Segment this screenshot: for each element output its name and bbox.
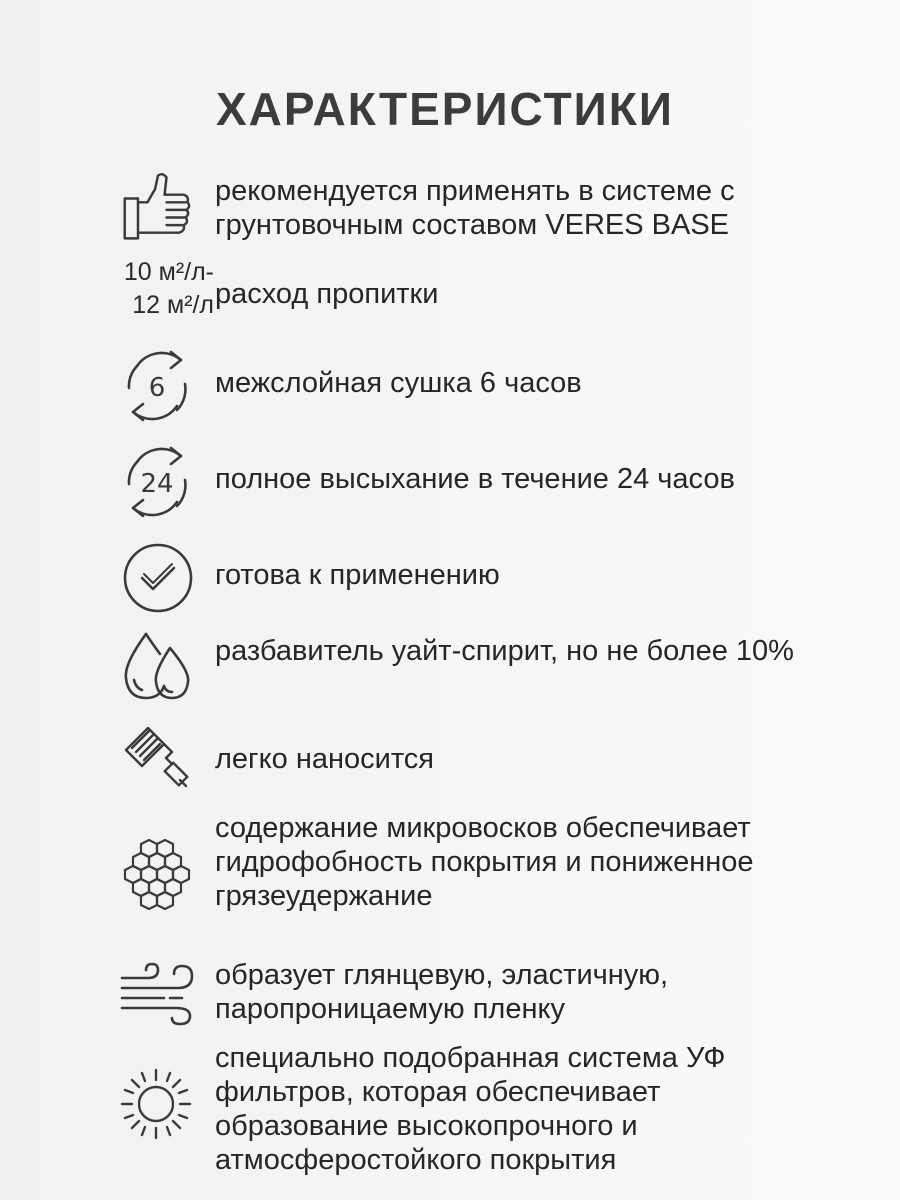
- feature-text-uv-filters: специально подобранная система УФ фильтров, которая обеспечивает образование высокопрочного и атмосферостойкого покрытия: [215, 1042, 726, 1176]
- consumption-line-2: 12 м²/л: [132, 291, 214, 319]
- feature-text-interlayer-drying: межслойная сушка 6 часов: [215, 367, 582, 399]
- cycle-6-icon: [115, 344, 199, 428]
- svg-text:6: 6: [148, 373, 166, 403]
- feature-text-thinner: разбавитель уайт-спирит, но не более 10%: [215, 635, 794, 667]
- consumption-line-1: 10 м²/л-: [123, 258, 214, 286]
- drops-icon: [120, 628, 194, 704]
- hexagon-cluster-icon: [122, 836, 192, 912]
- feature-text-easy-apply: легко наносится: [215, 743, 434, 775]
- paint-roller-icon: [120, 720, 194, 794]
- sun-icon: [118, 1066, 194, 1142]
- page-title: ХАРАКТЕРИСТИКИ: [216, 83, 674, 135]
- feature-text-film: образует глянцевую, эластичную, паропроницаемую пленку: [215, 959, 669, 1025]
- consumption-value: [92, 256, 214, 322]
- wind-icon: [118, 960, 196, 1026]
- svg-text:24: 24: [140, 469, 174, 499]
- feature-text-ready: готова к применению: [215, 559, 500, 591]
- feature-text-full-drying: полное высыхание в течение 24 часов: [215, 463, 735, 495]
- feature-text-consumption: расход пропитки: [215, 278, 439, 310]
- feature-text-primer: рекомендуется применять в системе с грунтовочным составом VERES BASE: [215, 175, 735, 241]
- feature-text-microwax: содержание микровосков обеспечивает гидрофобность покрытия и пониженное грязеудержание: [215, 812, 754, 912]
- cycle-24-icon: [115, 440, 199, 524]
- thumbs-up-icon: [118, 170, 196, 246]
- check-circle-icon: [118, 538, 198, 618]
